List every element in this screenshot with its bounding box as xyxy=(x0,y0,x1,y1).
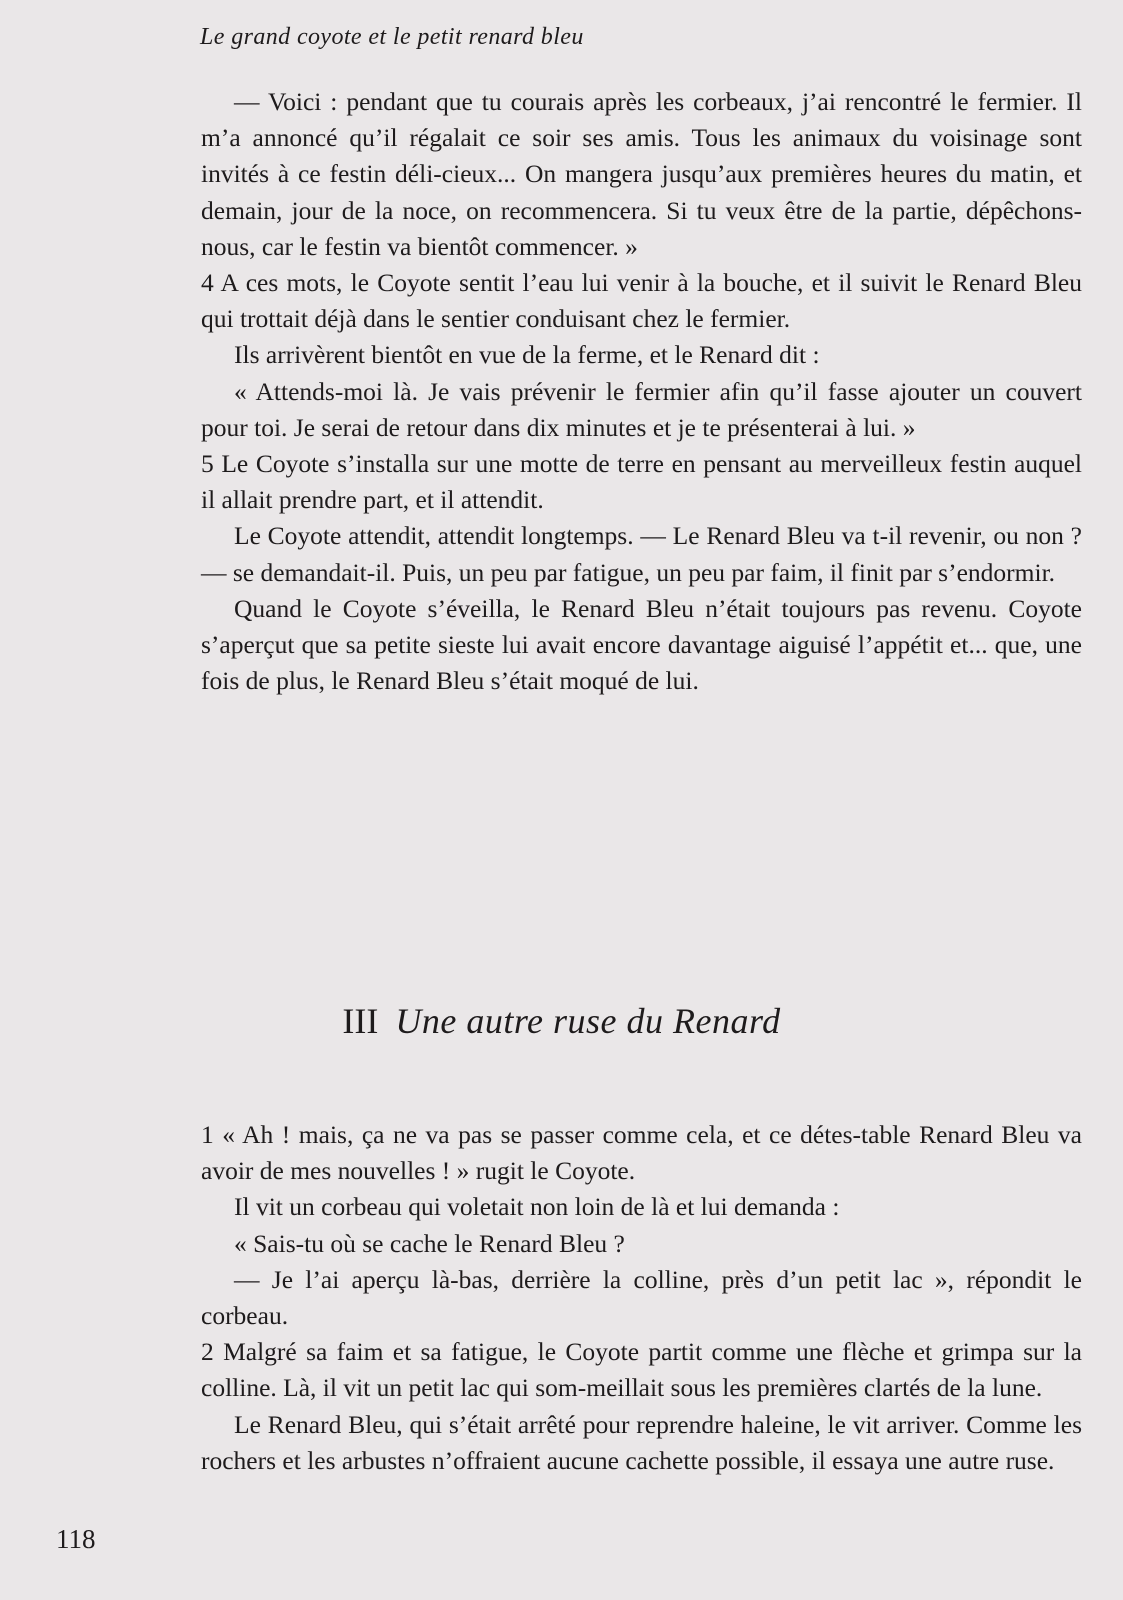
paragraph: « Sais-tu où se cache le Renard Bleu ? xyxy=(234,1228,625,1258)
paragraph: « Attends-moi là. Je vais prévenir le fermier afin qu’il fasse ajouter un couvert pour toi. Je serai de retour dans dix minutes et je te présenterai à lui. » xyxy=(201,376,1082,442)
paragraph: Ils arrivèrent bientôt en vue de la ferme, et le Renard dit : xyxy=(234,340,820,370)
text-block-bottom xyxy=(201,1117,1082,1479)
page-number: 118 xyxy=(56,1524,96,1554)
running-head: Le grand coyote et le petit renard bleu xyxy=(200,24,584,50)
paragraph: Le Renard Bleu, qui s’était arrêté pour reprendre haleine, le vit arriver. Comme les rochers et les arbustes n’offraient aucune cachette possible, il essaya une autre ruse. xyxy=(201,1409,1082,1475)
paragraph: 5 Le Coyote s’installa sur une motte de terre en pensant au merveilleux festin auquel il allait prendre part, et il attendit. xyxy=(201,449,1082,515)
chapter-heading xyxy=(0,1000,1123,1042)
paragraph: Il vit un corbeau qui voletait non loin de là et lui demanda : xyxy=(234,1192,840,1222)
paragraph: — Je l’ai aperçu là-bas, derrière la colline, près d’un petit lac », répondit le corbeau. xyxy=(201,1264,1082,1331)
paragraph: Le Coyote attendit, attendit longtemps. — Le Renard Bleu va t-il revenir, ou non ? — se demandait-il. Puis, un peu par fatigue, un peu par faim, il finit par s’endormir. xyxy=(201,521,1082,587)
text-block-top xyxy=(201,84,1082,699)
paragraph: Quand le Coyote s’éveilla, le Renard Bleu n’était toujours pas revenu. Coyote s’aperçut que sa petite sieste lui avait encore davantage aiguisé l’appétit et... que, une fois de plus, le Renard Bleu s’était moqué de lui. xyxy=(201,593,1082,696)
paragraph: 2 Malgré sa faim et sa fatigue, le Coyote partit comme une flèche et grimpa sur la colline. Là, il vit un petit lac qui som-meillait sous les premières clartés de la lune. xyxy=(201,1337,1082,1403)
chapter-title: Une autre ruse du Renard xyxy=(395,1001,781,1041)
paragraph: 4 A ces mots, le Coyote sentit l’eau lui venir à la bouche, et il suivit le Renard Bleu qui trottait déjà dans le sentier conduisant chez le fermier. xyxy=(201,268,1082,334)
chapter-number: III xyxy=(342,1001,379,1041)
paragraph: 1 « Ah ! mais, ça ne va pas se passer comme cela, et ce détes-table Renard Bleu va avoir de mes nouvelles ! » rugit le Coyote. xyxy=(201,1120,1082,1186)
paragraph: — Voici : pendant que tu courais après les corbeaux, j’ai rencontré le fermier. Il m’a annoncé qu’il régalait ce soir ses amis. Tous les animaux du voisinage sont invités à ce festin déli-cieux... On mangera jusqu’aux premières heures du matin, et demain, jour de la noce, on recommencera. Si tu veux être de la partie, dépêchons-nous, car le festin va bientôt commencer. » xyxy=(201,87,1082,261)
